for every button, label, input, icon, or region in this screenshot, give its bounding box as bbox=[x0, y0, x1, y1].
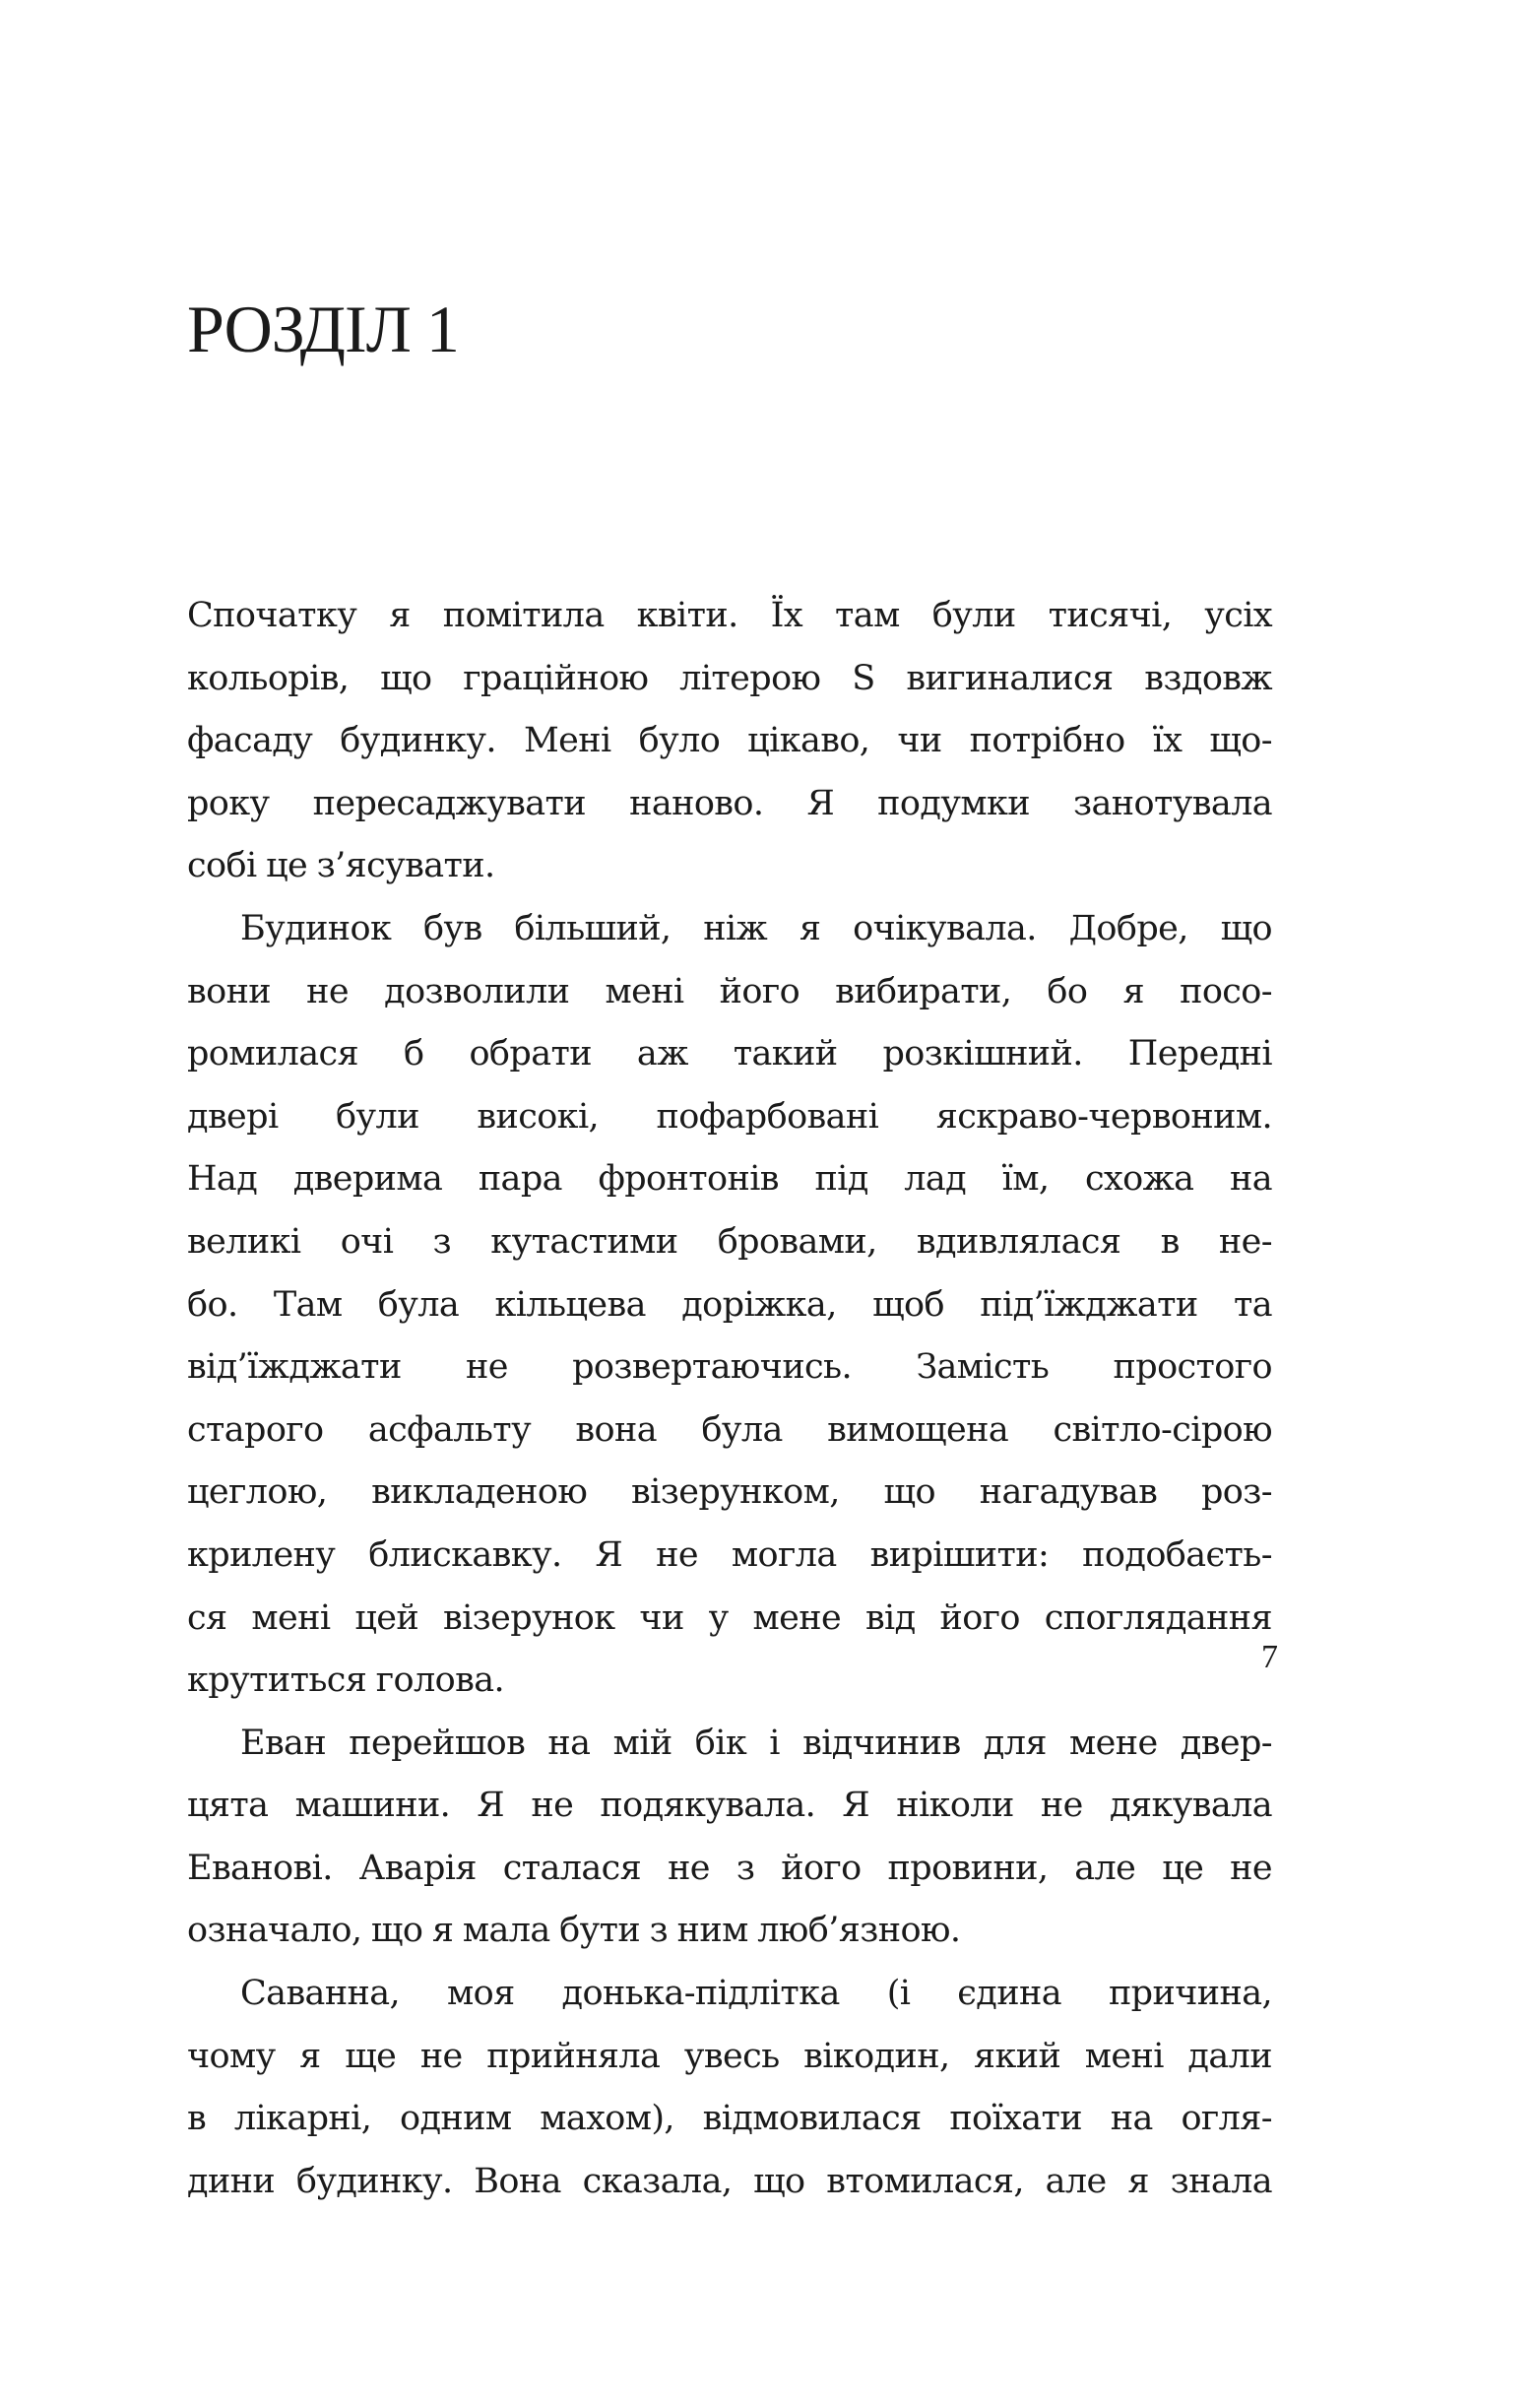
page-number: 7 bbox=[1261, 1639, 1278, 1675]
text-line: двері були високі, пофарбовані яскраво-червоним. bbox=[187, 1096, 1272, 1137]
paragraph bbox=[187, 898, 1272, 1713]
text-line: вони не дозволили мені його вибирати, бо я посо- bbox=[187, 971, 1272, 1011]
paragraph bbox=[187, 585, 1272, 898]
text-line: цята машини. Я не подякувала. Я ніколи не дякувала bbox=[187, 1786, 1272, 1826]
text-line: фасаду будинку. Мені було цікаво, чи потрібно їх що- bbox=[187, 721, 1272, 761]
text-line: старого асфальту вона була вимощена світло-сірою bbox=[187, 1409, 1272, 1450]
text-line: Саванна, моя донька-підлітка (і єдина причина, bbox=[240, 1974, 1272, 2014]
text-line: ся мені цей візерунок чи у мене від його споглядання bbox=[187, 1597, 1272, 1638]
text-line: в лікарні, одним махом), відмовилася поїхати на огля- bbox=[187, 2099, 1272, 2139]
text-line: бо. Там була кільцева доріжка, щоб під’їжджати та bbox=[187, 1284, 1272, 1325]
text-line: собі це з’ясувати. bbox=[187, 846, 495, 886]
text-line: Еванові. Аварія сталася не з його провини, але це не bbox=[187, 1848, 1272, 1888]
text-line: чому я ще не прийняла увесь вікодин, який мені дали bbox=[187, 2036, 1272, 2076]
text-line: Еван перейшов на мій бік і відчинив для мене двер- bbox=[240, 1723, 1272, 1763]
chapter-title: РОЗДІЛ 1 bbox=[187, 292, 459, 366]
chapter-body bbox=[187, 585, 1272, 2213]
text-line: дини будинку. Вона сказала, що втомилася, але я знала bbox=[187, 2161, 1272, 2201]
text-line: Спочатку я помітила квіти. Їх там були тисячі, усіх bbox=[187, 596, 1272, 635]
text-line: року пересаджувати наново. Я подумки занотувала bbox=[187, 783, 1272, 823]
text-line: Будинок був більший, ніж я очікувала. Добре, що bbox=[240, 908, 1272, 948]
paragraph bbox=[187, 1963, 1272, 2213]
text-line: крутиться голова. bbox=[187, 1660, 505, 1701]
text-line: кольорів, що граційною літерою S вигиналися вздовж bbox=[187, 658, 1272, 698]
text-line: крилену блискавку. Я не могла вирішити: подобаєть- bbox=[187, 1534, 1272, 1575]
text-line: означало, що я мала бути з ним люб’язною. bbox=[187, 1911, 961, 1951]
text-line: ромилася б обрати аж такий розкішний. Передні bbox=[187, 1034, 1272, 1074]
text-line: великі очі з кутастими бровами, вдивлялася в не- bbox=[187, 1221, 1272, 1262]
paragraph bbox=[187, 1713, 1272, 1963]
text-line: цеглою, викладеною візерунком, що нагадував роз- bbox=[187, 1472, 1272, 1513]
text-line: Над дверима пара фронтонів під лад їм, схожа на bbox=[187, 1159, 1272, 1200]
text-line: від’їжджати не розвертаючись. Замість простого bbox=[187, 1347, 1272, 1388]
